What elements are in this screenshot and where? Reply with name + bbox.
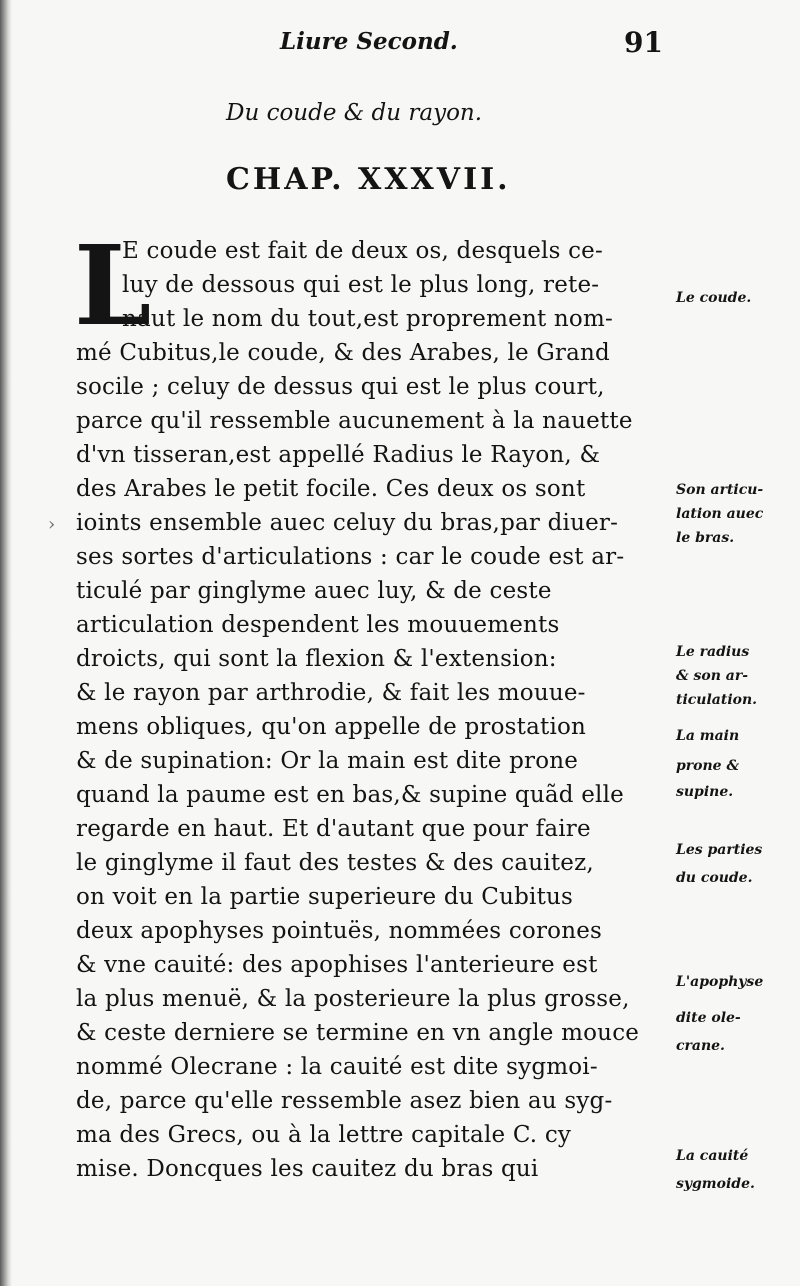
body-line: ses sortes d'articulations : car le coude est ar- — [76, 544, 625, 570]
body-line: & ceste derniere se termine en vn angle mouce — [76, 1020, 640, 1046]
body-line: on voit en la partie superieure du Cubitus — [76, 884, 574, 910]
body-line: ticulé par ginglyme auec luy, & de ceste — [76, 578, 552, 604]
body-line: parce qu'il ressemble aucunement à la nauette — [76, 408, 633, 434]
body-line: E coude est fait de deux os, desquels ce- — [122, 238, 603, 264]
page-number: 91 — [624, 26, 663, 59]
margin-note: Le coude. — [676, 290, 752, 306]
margin-note: Son articu- — [676, 482, 764, 498]
margin-note: & son ar- — [676, 668, 749, 684]
body-line: le ginglyme il faut des testes & des cauitez, — [76, 850, 594, 876]
body-line: nommé Olecrane : la cauité est dite sygmoi- — [76, 1054, 598, 1080]
margin-note: lation auec — [676, 506, 764, 522]
body-line: de, parce qu'elle ressemble asez bien au syg- — [76, 1088, 613, 1114]
body-line: socile ; celuy de dessus qui est le plus court, — [76, 374, 605, 400]
body-line: quand la paume est en bas,& supine quãd elle — [76, 782, 624, 808]
section-title: Du coude & du rayon. — [226, 100, 483, 126]
body-line: & le rayon par arthrodie, & fait les mouue- — [76, 680, 586, 706]
margin-note: sygmoide. — [676, 1176, 755, 1192]
body-line: la plus menuë, & la posterieure la plus grosse, — [76, 986, 630, 1012]
drop-cap: L — [74, 221, 152, 350]
margin-note: Les parties — [676, 842, 763, 858]
body-line: mens obliques, qu'on appelle de prostation — [76, 714, 587, 740]
body-line: des Arabes le petit focile. Ces deux os sont — [76, 476, 586, 502]
body-line: luy de dessous qui est le plus long, rete- — [122, 272, 600, 298]
margin-note: dite ole- — [676, 1010, 741, 1026]
margin-note: le bras. — [676, 530, 735, 546]
margin-note: La cauité — [676, 1148, 749, 1164]
margin-note: L'apophyse — [676, 974, 764, 990]
body-line: ioints ensemble auec celuy du bras,par diuer- — [76, 510, 619, 536]
margin-note: prone & — [676, 758, 740, 774]
margin-note: Le radius — [676, 644, 750, 660]
margin-note: ticulation. — [676, 692, 758, 708]
body-line: droicts, qui sont la flexion & l'extension: — [76, 646, 557, 672]
body-line: ma des Grecs, ou à la lettre capitale C. cy — [76, 1122, 572, 1148]
body-line: mé Cubitus,le coude, & des Arabes, le Grand — [76, 340, 610, 366]
body-line: deux apophyses pointuës, nommées corones — [76, 918, 603, 944]
margin-note: La main — [676, 728, 740, 744]
margin-note: supine. — [676, 784, 734, 800]
running-head: Liure Second. — [280, 28, 458, 55]
margin-note: du coude. — [676, 870, 753, 886]
body-line: articulation despendent les mouuements — [76, 612, 560, 638]
body-line: naut le nom du tout,est proprement nom- — [122, 306, 613, 332]
body-line: & de supination: Or la main est dite prone — [76, 748, 579, 774]
body-line: mise. Doncques les cauitez du bras qui — [76, 1156, 539, 1182]
body-line: regarde en haut. Et d'autant que pour faire — [76, 816, 591, 842]
body-line: & vne cauité: des apophises l'anterieure est — [76, 952, 598, 978]
edge-mark: › — [48, 514, 56, 535]
chapter-title: CHAP. XXXVII. — [226, 162, 511, 197]
body-line: d'vn tisseran,est appellé Radius le Rayon, & — [76, 442, 601, 468]
margin-note: crane. — [676, 1038, 725, 1054]
binding-shadow — [0, 0, 12, 1286]
